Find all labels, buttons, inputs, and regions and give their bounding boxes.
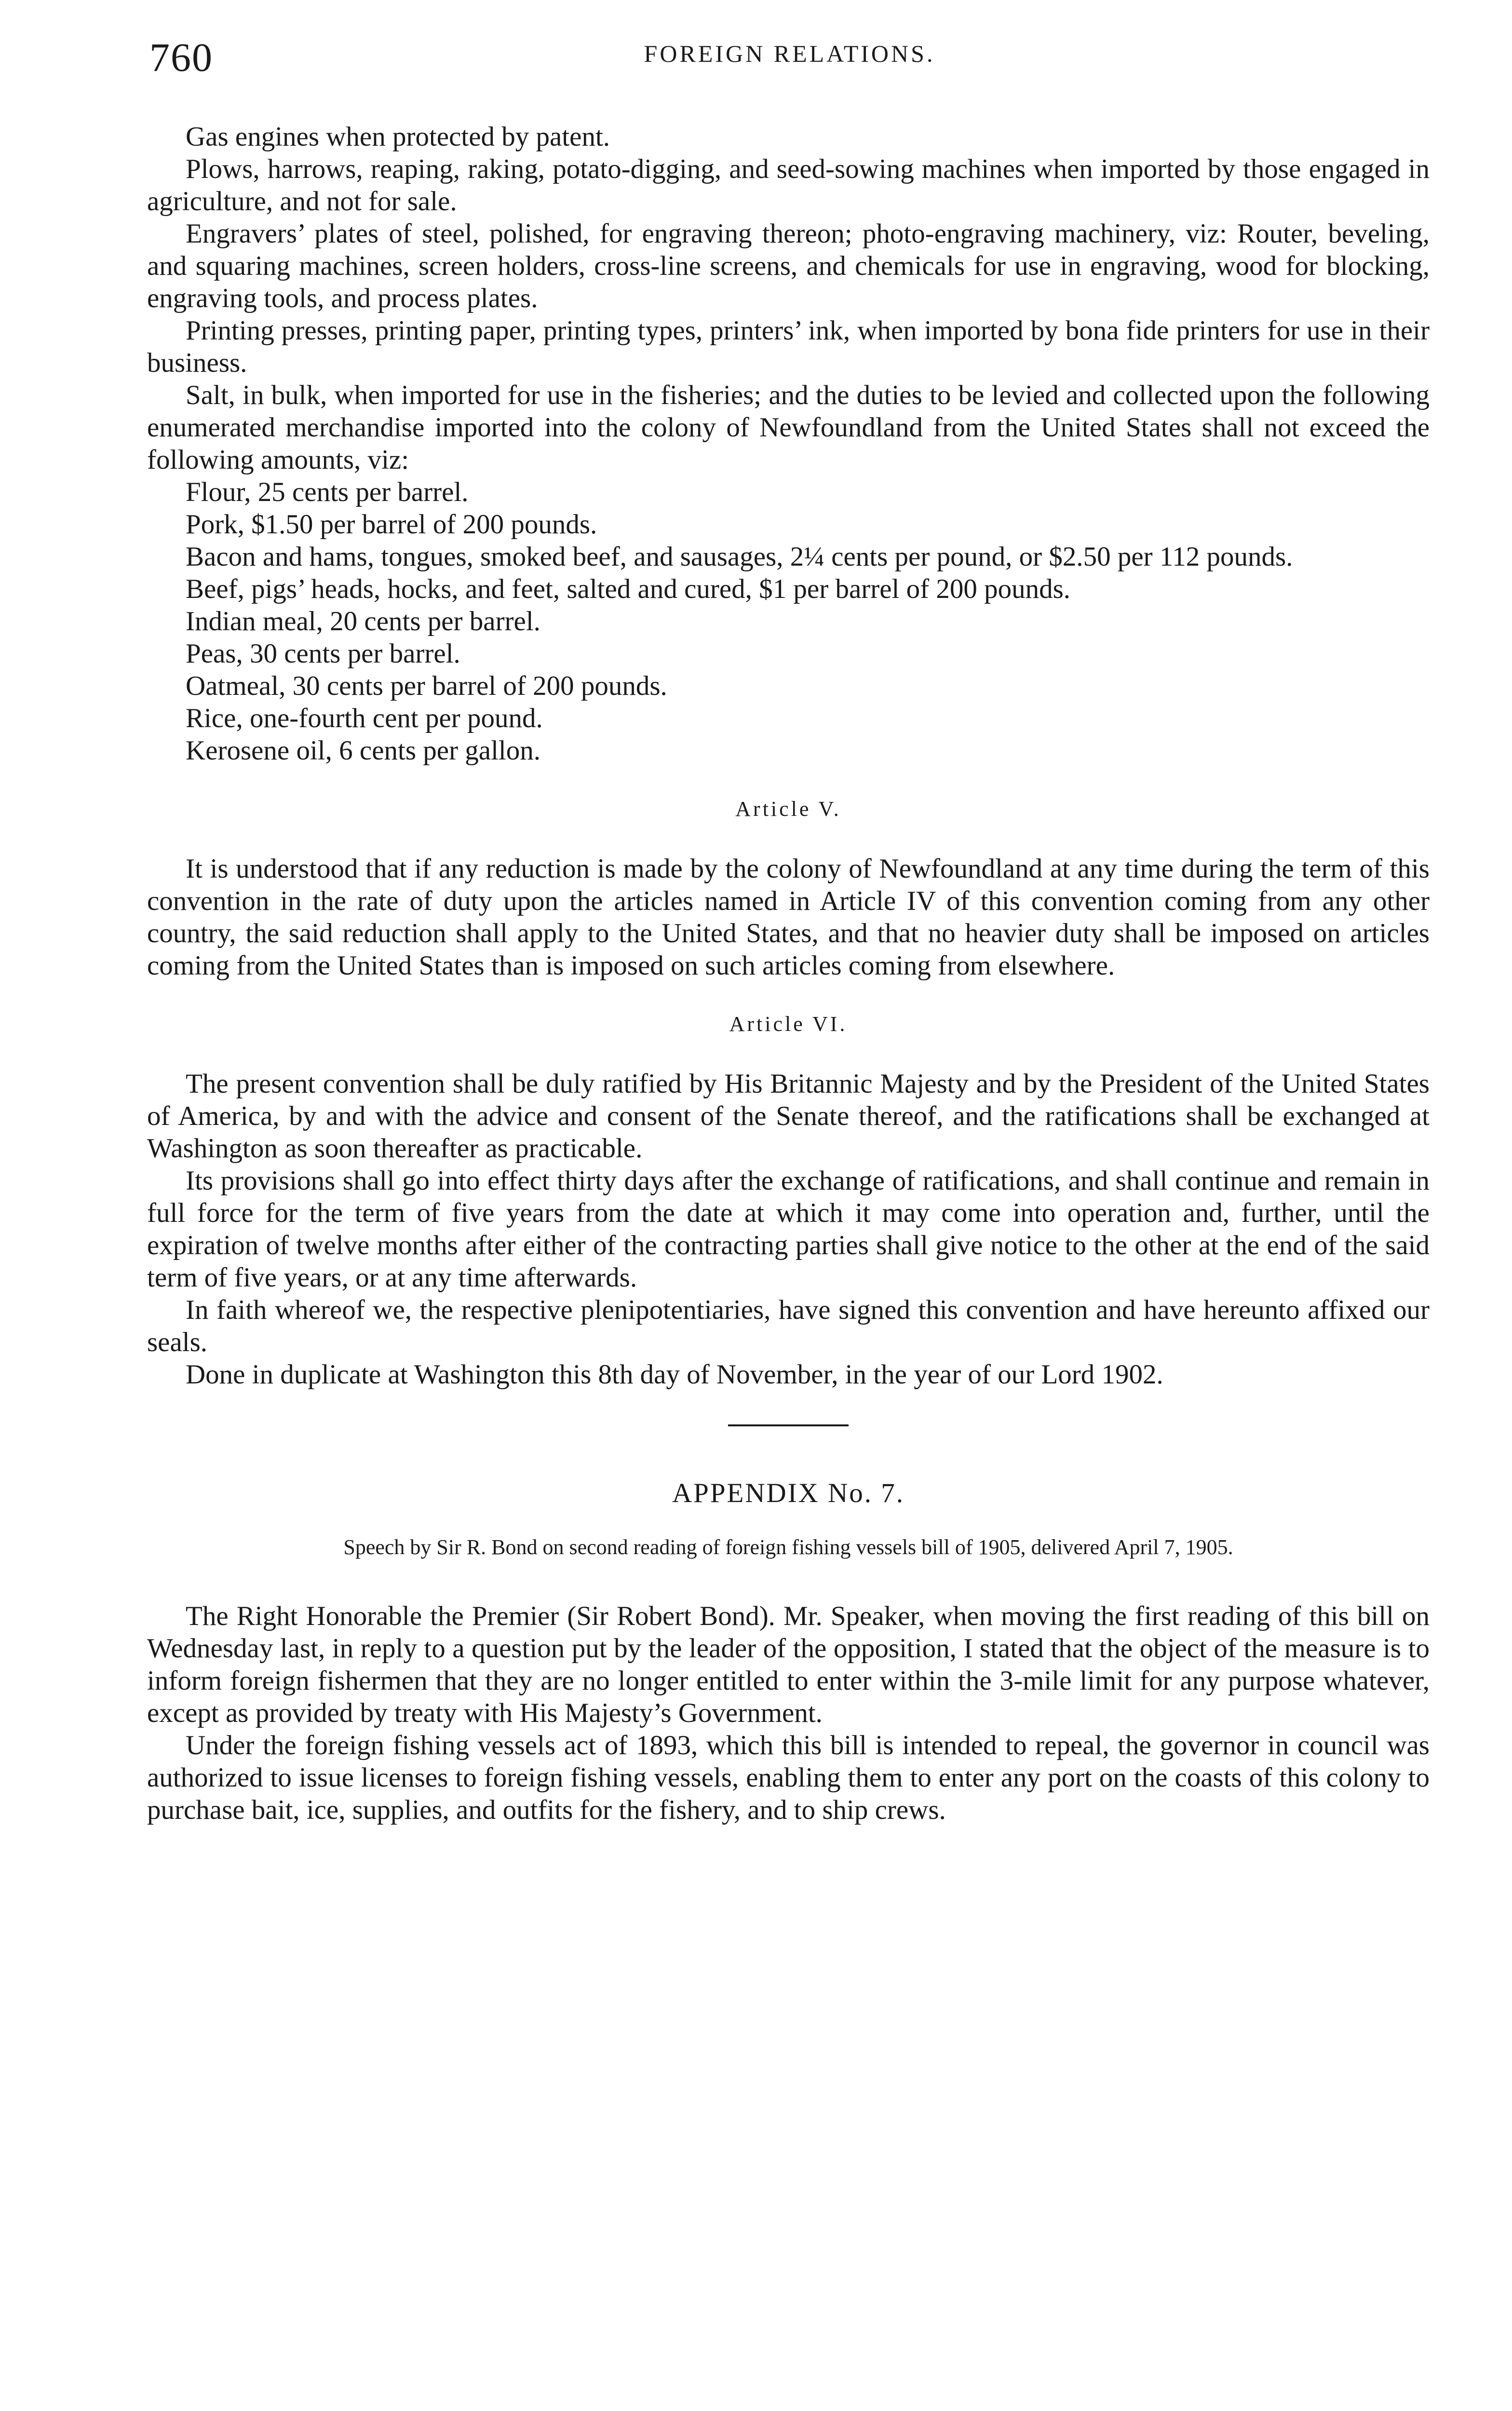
list-item: Plows, harrows, reaping, raking, potato-digging, and seed-sowing machines when imported by those engaged in agriculture, and not for sale.: [147, 154, 1430, 217]
section-divider: [728, 1424, 849, 1426]
running-head: FOREIGN RELATIONS.: [644, 40, 935, 67]
page-body: [147, 121, 1430, 1826]
appendix-subheading: Speech by Sir R. Bond on second reading of foreign fishing vessels bill of 1905, delivered April 7, 1905.: [343, 1535, 1233, 1559]
page-number: 760: [149, 35, 213, 80]
list-item: Printing presses, printing paper, printing types, printers’ ink, when imported by bona fide printers for use in their business.: [147, 315, 1430, 378]
duty-item: Beef, pigs’ heads, hocks, and feet, salted and cured, $1 per barrel of 200 pounds.: [186, 574, 1071, 604]
page-header: [149, 34, 1430, 87]
article-v-paragraph: It is understood that if any reduction is made by the colony of Newfoundland at any time during the term of this convention in the rate of duty upon the articles named in Article IV of this convention coming from any other country, the said reduction shall apply to the United States, and that no heavier duty shall be imposed on articles coming from the United States than is imposed on such articles coming from elsewhere.: [147, 853, 1430, 981]
article-vi-paragraph: The present convention shall be duly ratified by His Britannic Majesty and by the President of the United States of America, by and with the advice and consent of the Senate thereof, and the ratifications shall be exchanged at Washington as soon thereafter as practicable.: [147, 1069, 1430, 1164]
appendix-paragraph: The Right Honorable the Premier (Sir Robert Bond). Mr. Speaker, when moving the first reading of this bill on Wednesday last, in reply to a question put by the leader of the opposition, I stated that the object of the measure is to inform foreign fishermen that they are no longer entitled to enter within the 3-mile limit for any purpose whatever, except as provided by treaty with His Majesty’s Government.: [147, 1601, 1430, 1728]
duty-item: Indian meal, 20 cents per barrel.: [186, 606, 540, 637]
article-vi-paragraph: In faith whereof we, the respective plenipotentiaries, have signed this convention and have hereunto affixed our seals.: [147, 1295, 1430, 1357]
list-item: Engravers’ plates of steel, polished, for engraving thereon; photo-engraving machinery, viz: Router, beveling, and squaring machines, screen holders, cross-line screens, and chemicals for use in engraving, wood for blocking, engraving tools, and process plates.: [147, 218, 1430, 313]
list-item: Gas engines when protected by patent.: [186, 122, 610, 152]
list-item: Salt, in bulk, when imported for use in the fisheries; and the duties to be levied and collected upon the following enumerated merchandise imported into the colony of Newfoundland from the United States shall not exceed the following amounts, viz:: [147, 380, 1430, 475]
appendix-paragraph: Under the foreign fishing vessels act of 1893, which this bill is intended to repeal, the governor in council was authorized to issue licenses to foreign fishing vessels, enabling them to enter any port on the coasts of this colony to purchase bait, ice, supplies, and outfits for the fishery, and to ship crews.: [147, 1730, 1430, 1825]
article-vi-paragraph: Its provisions shall go into effect thirty days after the exchange of ratifications, and shall continue and remain in full force for the term of five years from the date at which it may come into operation and, further, until the expiration of twelve months after either of the contracting parties shall give notice to the other at the end of the said term of five years, or at any time afterwards.: [147, 1165, 1430, 1293]
duty-item: Pork, $1.50 per barrel of 200 pounds.: [186, 509, 597, 540]
duty-item: Oatmeal, 30 cents per barrel of 200 pounds.: [186, 671, 667, 701]
article-vi-heading: Article VI.: [729, 1012, 848, 1036]
duty-item: Kerosene oil, 6 cents per gallon.: [186, 735, 541, 766]
duty-item: Rice, one-fourth cent per pound.: [186, 703, 543, 733]
article-vi-paragraph: Done in duplicate at Washington this 8th day of November, in the year of our Lord 1902.: [186, 1359, 1163, 1390]
duty-item: Peas, 30 cents per barrel.: [186, 638, 460, 669]
duty-item: Flour, 25 cents per barrel.: [186, 477, 469, 507]
appendix-heading: APPENDIX No. 7.: [672, 1478, 905, 1508]
duty-item: Bacon and hams, tongues, smoked beef, and sausages, 2¼ cents per pound, or $2.50 per 112 pounds.: [186, 542, 1293, 572]
article-v-heading: Article V.: [735, 797, 841, 821]
